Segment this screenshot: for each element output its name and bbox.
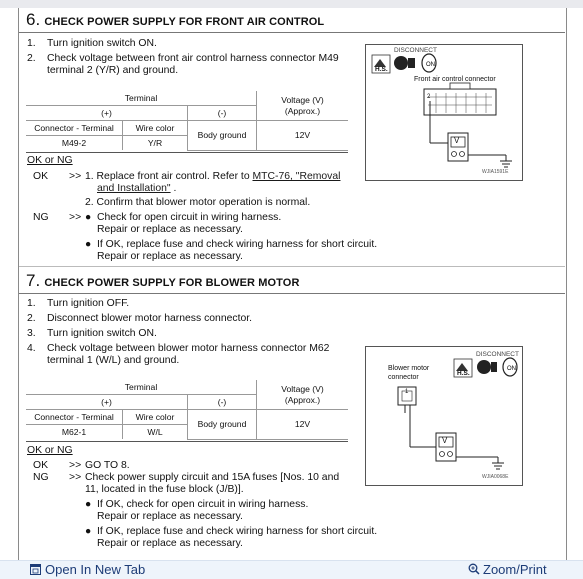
svg-text:ON: ON (507, 366, 516, 372)
voltage-value: 12V (257, 121, 349, 151)
wire-color-header: Wire color (123, 121, 188, 136)
zoom-print-button[interactable] (468, 562, 547, 577)
zoom-print-label: Zoom/Print (483, 562, 547, 577)
step6-terminal-table (26, 91, 348, 151)
step6-divider (19, 32, 565, 33)
svg-text:ON: ON (426, 62, 435, 68)
step7-ok-ng: OK or NG (27, 445, 73, 456)
conn-term-header: Connector - Terminal (26, 121, 123, 136)
step7-ng-b2b: Repair or replace as necessary. (97, 538, 243, 549)
step7-heading (26, 271, 299, 291)
step6-ng-b1b: Repair or replace as necessary. (97, 224, 243, 235)
step6-item-2-cont: terminal 2 (Y/R) and ground. (47, 65, 179, 76)
meter-wires-7 (410, 413, 504, 469)
connector-drawing (424, 83, 496, 115)
terminal-header: Terminal (26, 91, 257, 106)
disconnect-label: DISCONNECT (394, 47, 437, 54)
connector-value-7: M62-1 (26, 425, 123, 440)
zoom-icon (468, 563, 480, 575)
minus-header: (-) (188, 106, 257, 121)
step7-ng-arrow: >> (69, 472, 82, 483)
top-bar (0, 0, 583, 8)
body-ground-cell-7: Body ground (188, 410, 257, 440)
step7-title: CHECK POWER SUPPLY FOR BLOWER MOTOR (44, 277, 300, 289)
minus-header-7: (-) (188, 395, 257, 410)
table7-bottom-rule (26, 441, 348, 442)
step6-ng-b1a: Check for open circuit in wiring harness. (97, 212, 282, 223)
step7-ng-l2: 11, located in the fuse block (J/B)]. (85, 484, 244, 495)
connector-label: Front air control connector (414, 76, 496, 83)
new-tab-icon (30, 564, 41, 575)
blower-label-2: connector (388, 374, 419, 381)
step6-ok-ng: OK or NG (27, 155, 73, 166)
step7-item-1: 1. Turn ignition OFF. (27, 298, 130, 309)
wire-value-7: W/L (123, 425, 188, 440)
plus-header: (+) (26, 106, 188, 121)
step7-figure (365, 346, 523, 486)
open-new-tab-label: Open In New Tab (45, 562, 146, 577)
step7-ok-text: GO TO 8. (85, 460, 130, 471)
conn-term-header-7: Connector - Terminal (26, 410, 123, 425)
step6-heading (26, 10, 324, 30)
step6-ok-line2: 2. Confirm that blower motor operation is normal. (85, 197, 311, 208)
step7-ok-label: OK (33, 460, 49, 471)
step7-divider (19, 293, 565, 294)
section-separator (19, 266, 565, 267)
hs-label: H.S. (375, 66, 388, 73)
step6-item-2: 2. Check voltage between front air control harness connector M49 (27, 53, 339, 64)
voltage-header-7: Voltage (V) (Approx.) (257, 380, 349, 410)
step6-figure (365, 44, 523, 181)
removal-link-cont[interactable]: and Installation" (97, 183, 171, 194)
step6-ng-bullet-1: ● (85, 212, 92, 223)
voltage-header: Voltage (V) (Approx.) (257, 91, 349, 121)
step7-item-3: 3. Turn ignition switch ON. (27, 328, 157, 339)
open-new-tab-button[interactable] (30, 562, 145, 577)
pin-label: 2 (427, 94, 431, 100)
step7-ok-arrow: >> (69, 460, 82, 471)
step7-ng-b1a: If OK, check for open circuit in wiring harness. (97, 499, 309, 510)
step6-ng-b2a: If OK, replace fuse and check wiring harness for short circuit. (97, 239, 378, 250)
hs-label-7: H.S. (457, 370, 470, 377)
step7-terminal-table (26, 380, 348, 440)
step7-ng-l1: Check power supply circuit and 15A fuses [Nos. 10 and (85, 472, 340, 483)
step6-ok-line1b: and Installation" . (97, 183, 177, 194)
step6-ng-bullet-2: ● (85, 239, 92, 250)
plus-header-7: (+) (26, 395, 188, 410)
step6-title: CHECK POWER SUPPLY FOR FRONT AIR CONTROL (44, 16, 325, 28)
step6-figure-drawing (366, 45, 522, 180)
voltage-value-7: 12V (257, 410, 349, 440)
step7-item-2: 2. Disconnect blower motor harness connector. (27, 313, 253, 324)
step7-number: 7. (26, 271, 41, 290)
pin-label-7: 1 (405, 389, 409, 395)
step6-ng-label: NG (33, 212, 49, 223)
connector-value: M49-2 (26, 136, 123, 151)
table6-bottom-rule (26, 152, 348, 153)
step6-ok-label: OK (33, 171, 49, 182)
step7-item-4: 4. Check voltage between blower motor harness connector M62 (27, 343, 330, 354)
disconnect-label-7: DISCONNECT (476, 351, 519, 358)
step6-ng-arrow: >> (69, 212, 82, 223)
removal-link[interactable]: MTC-76, "Removal (252, 171, 341, 182)
step7-ng-b1b: Repair or replace as necessary. (97, 511, 243, 522)
step6-number: 6. (26, 10, 41, 29)
wire-value: Y/R (123, 136, 188, 151)
step7-ng-bullet-2: ● (85, 526, 92, 537)
blower-label-1: Blower motor (388, 365, 430, 372)
footer-bar (0, 560, 583, 579)
step6-ok-arrow: >> (69, 171, 82, 182)
step7-ng-bullet-1: ● (85, 499, 92, 510)
meter-label: V (454, 136, 460, 145)
terminal-header-7: Terminal (26, 380, 257, 395)
meter-label-7: V (442, 436, 448, 445)
wire-color-header-7: Wire color (123, 410, 188, 425)
step7-ng-label: NG (33, 472, 49, 483)
step7-ng-b2a: If OK, replace fuse and check wiring harness for short circuit. (97, 526, 378, 537)
body-ground-cell: Body ground (188, 121, 257, 151)
figure-code: WJIA1591E (482, 169, 509, 175)
step6-item-1: 1. Turn ignition switch ON. (27, 38, 157, 49)
step6-ng-b2b: Repair or replace as necessary. (97, 251, 243, 262)
figure-code-7: WJIA0068E (482, 474, 509, 480)
step6-ok-line1: 1. Replace front air control. Refer to MTC-76, "Removal (85, 171, 341, 182)
step7-item-4-cont: terminal 1 (W/L) and ground. (47, 355, 180, 366)
